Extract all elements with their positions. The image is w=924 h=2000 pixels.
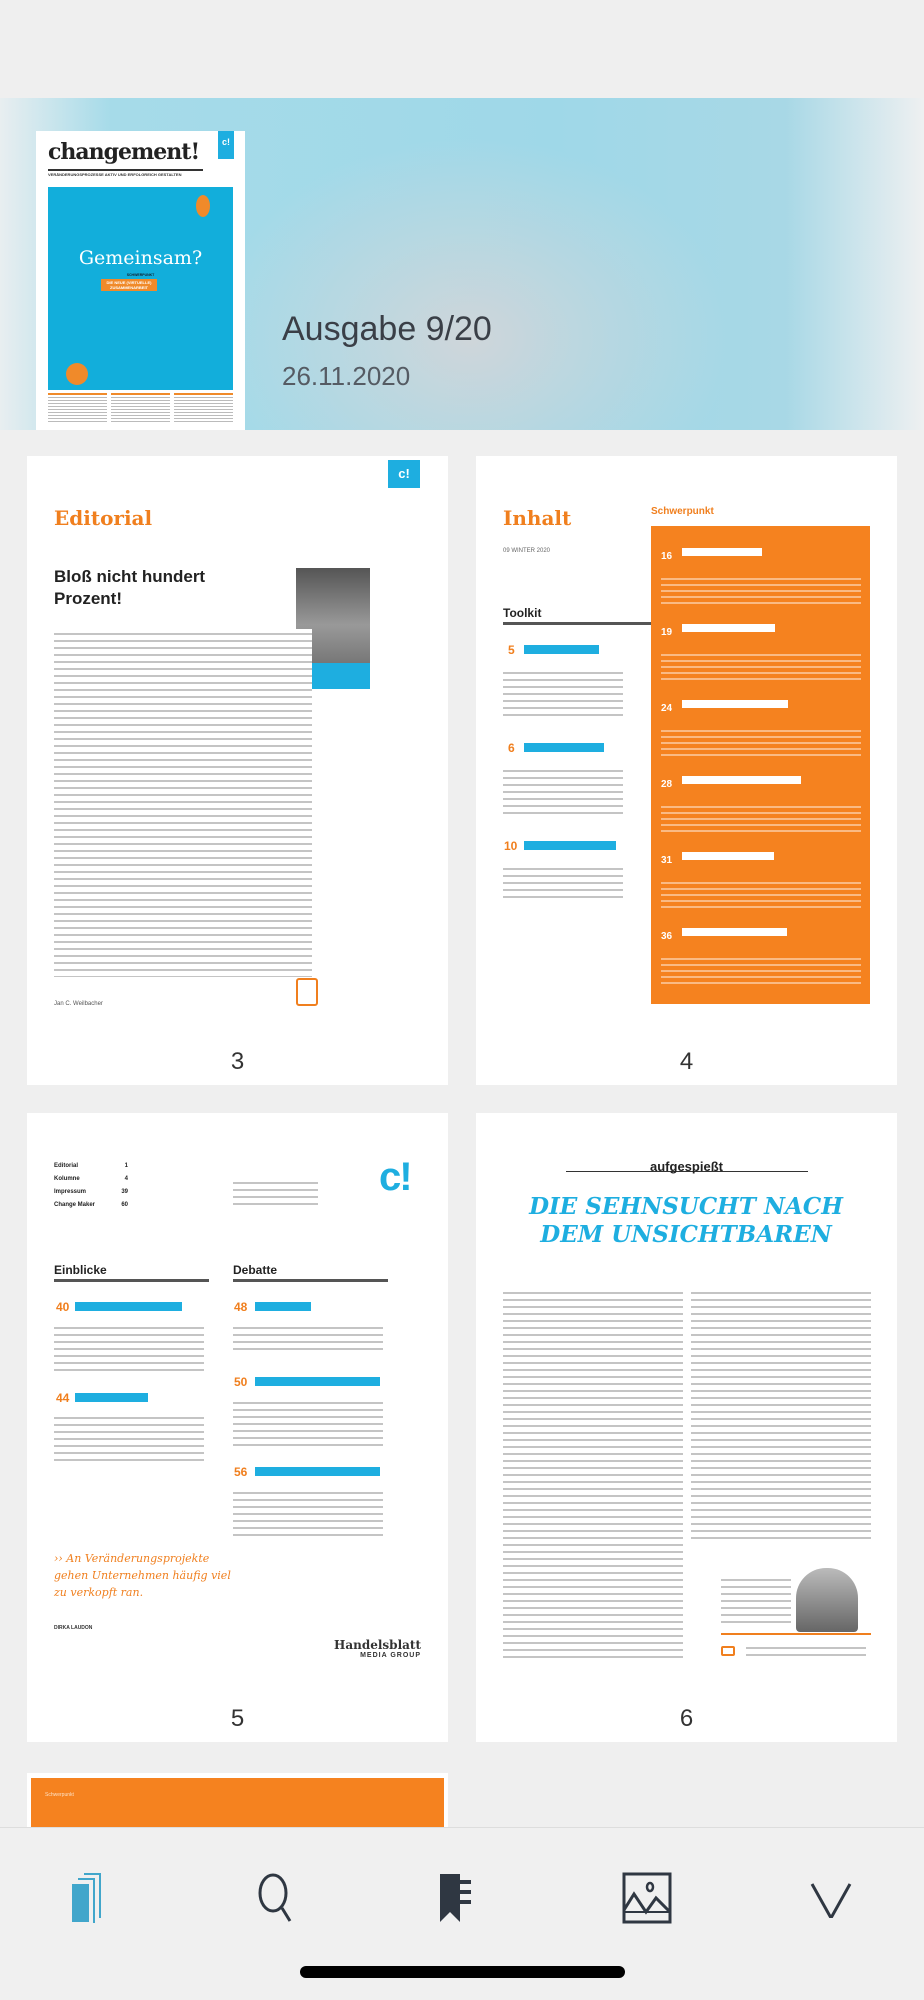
toc-row [54, 1176, 128, 1189]
toc-title [255, 1467, 380, 1476]
toc-page-number: 5 [508, 643, 515, 657]
toc-summary [233, 1398, 383, 1448]
toc-page: 39 [121, 1189, 128, 1195]
bookmarks-icon [436, 1872, 488, 1924]
page-number: 5 [230, 1705, 245, 1732]
toc-page: 4 [124, 1176, 128, 1182]
tablet-icon [296, 978, 318, 1006]
toc-page-number: 50 [234, 1375, 248, 1389]
toolkit-heading: Toolkit [503, 606, 653, 625]
search-tab[interactable] [247, 1868, 307, 1928]
page-thumbnail[interactable] [27, 456, 448, 1085]
author-photo [796, 1568, 858, 1632]
toc-title [524, 743, 604, 752]
badge-logo: c! [379, 1155, 411, 1199]
pages-tab[interactable] [62, 1868, 122, 1928]
toc-title [75, 1393, 148, 1402]
toc-summary [661, 650, 861, 680]
toc-page-number: 31 [661, 855, 673, 866]
pull-quote: ›› An Veränderungsprojekte gehen Unternehmen häufig viel zu verkopft ran. [54, 1552, 231, 1599]
credits [233, 1178, 318, 1208]
body-text-column [503, 1288, 683, 1663]
toc-page-number: 28 [661, 779, 673, 790]
issue-cover[interactable] [36, 131, 245, 430]
toc-page-number: 19 [661, 627, 673, 638]
short-toc [54, 1163, 128, 1215]
focus-entry [661, 926, 861, 984]
page-preview [31, 1778, 444, 1833]
toc-page-number: 36 [661, 931, 673, 942]
section-title: Editorial [54, 506, 153, 530]
focus-entry [661, 850, 861, 908]
cover-teasers [48, 393, 233, 423]
collapse-tab[interactable] [801, 1868, 861, 1928]
toc-title [255, 1377, 380, 1386]
toc-label: Kolumne [54, 1176, 80, 1182]
column-kicker: aufgespießt [650, 1159, 723, 1174]
toc-title [682, 548, 762, 556]
debatte-heading: Debatte [233, 1263, 388, 1282]
body-text-column [691, 1288, 871, 1543]
toc-title [524, 645, 599, 654]
gallery-icon [621, 1872, 673, 1924]
figure-illustration [196, 195, 210, 217]
cover-headline: Gemeinsam? [78, 247, 203, 269]
cover-kicker: SCHWERPUNKT [126, 273, 155, 277]
toc-page-number: 24 [661, 703, 673, 714]
toc-label: Editorial [54, 1163, 79, 1169]
page-thumbnail[interactable] [27, 1113, 448, 1742]
toc-title [75, 1302, 182, 1311]
toc-summary [661, 802, 861, 832]
publisher-logo-name: Handelsblatt [334, 1638, 421, 1652]
toc-page-number: 10 [504, 839, 518, 853]
toc-title [524, 841, 616, 850]
issue-title: Ausgabe 9/20 [282, 310, 492, 348]
section-label: Schwerpunkt [45, 1792, 74, 1798]
toc-title [682, 776, 801, 784]
figure-illustration [66, 363, 88, 385]
badge-logo: c! [388, 460, 420, 488]
toc-title [682, 928, 787, 936]
focus-box [651, 526, 870, 1004]
issue-line: 09 WINTER 2020 [503, 548, 551, 554]
chevron-down-icon [807, 1878, 855, 1918]
cover-tagline: VERÄNDERUNGSPROZESSE AKTIV UND ERFOLGREICH GESTALTEN [48, 169, 203, 177]
divider [721, 1633, 871, 1635]
publisher-logo [334, 1638, 421, 1659]
toc-page: 1 [124, 1163, 128, 1169]
toc-page-number: 48 [234, 1300, 248, 1314]
toc-page-number: 16 [661, 551, 673, 562]
toc-summary [661, 878, 861, 908]
toc-summary [661, 954, 861, 984]
article-headline: Bloß nicht hundert Prozent! [54, 567, 206, 608]
toc-summary [503, 766, 623, 816]
pages-icon [70, 1872, 114, 1924]
toc-summary [661, 726, 861, 756]
publisher-logo-group: MEDIA GROUP [360, 1652, 421, 1659]
feedback-contact [746, 1643, 866, 1657]
toc-label: Impressum [54, 1189, 87, 1195]
issue-header [0, 98, 924, 430]
search-icon [253, 1872, 301, 1924]
page-number: 4 [679, 1048, 694, 1075]
article-headline: DIE SEHNSUCHT NACH DEM UNSICHTBAREN [529, 1193, 843, 1248]
toc-row [54, 1202, 128, 1215]
page-thumbnail[interactable] [476, 456, 897, 1085]
toc-row [54, 1189, 128, 1202]
page-number: 3 [230, 1048, 245, 1075]
toc-title [682, 624, 775, 632]
toc-page-number: 44 [56, 1391, 70, 1405]
toc-page-number: 40 [56, 1300, 70, 1314]
cover-logo: changement! [48, 139, 200, 165]
toc-summary [233, 1488, 383, 1538]
toc-title [682, 700, 788, 708]
page-thumbnail[interactable] [476, 1113, 897, 1742]
gallery-tab[interactable] [617, 1868, 677, 1928]
toc-page-number: 56 [234, 1465, 248, 1479]
section-title: Inhalt [503, 506, 572, 530]
cover-topic: DIE NEUE (VIRTUELLE) ZUSAMMENARBEIT [101, 279, 157, 291]
toc-title [255, 1302, 311, 1311]
toc-page: 60 [121, 1202, 128, 1208]
focus-entry [661, 774, 861, 832]
quote-author: DIRKA LAUDON [54, 1625, 93, 1631]
bookmarks-tab[interactable] [432, 1868, 492, 1928]
page-number: 6 [679, 1705, 694, 1732]
einblicke-heading: Einblicke [54, 1263, 209, 1282]
issue-date: 26.11.2020 [282, 361, 411, 391]
author-bio [721, 1575, 791, 1625]
toc-summary [54, 1413, 204, 1463]
toc-page-number: 6 [508, 741, 515, 755]
toc-title [682, 852, 774, 860]
megaphone-icon [721, 1646, 735, 1656]
page-thumbnail[interactable] [27, 1773, 448, 1833]
toc-row [54, 1163, 128, 1176]
author-signature: Jan C. Weilbacher [54, 1001, 103, 1007]
body-text [54, 629, 312, 977]
focus-heading: Schwerpunkt [651, 506, 714, 517]
toc-label: Change Maker [54, 1202, 96, 1208]
toc-summary [233, 1323, 383, 1353]
focus-entry [661, 622, 861, 680]
toc-summary [661, 574, 861, 604]
focus-entry [661, 698, 861, 756]
focus-entry [661, 546, 861, 604]
cover-badge: c! [218, 131, 234, 159]
toc-summary [503, 864, 623, 900]
home-indicator[interactable] [300, 1966, 625, 1978]
toc-summary [54, 1323, 204, 1373]
toc-summary [503, 668, 623, 718]
